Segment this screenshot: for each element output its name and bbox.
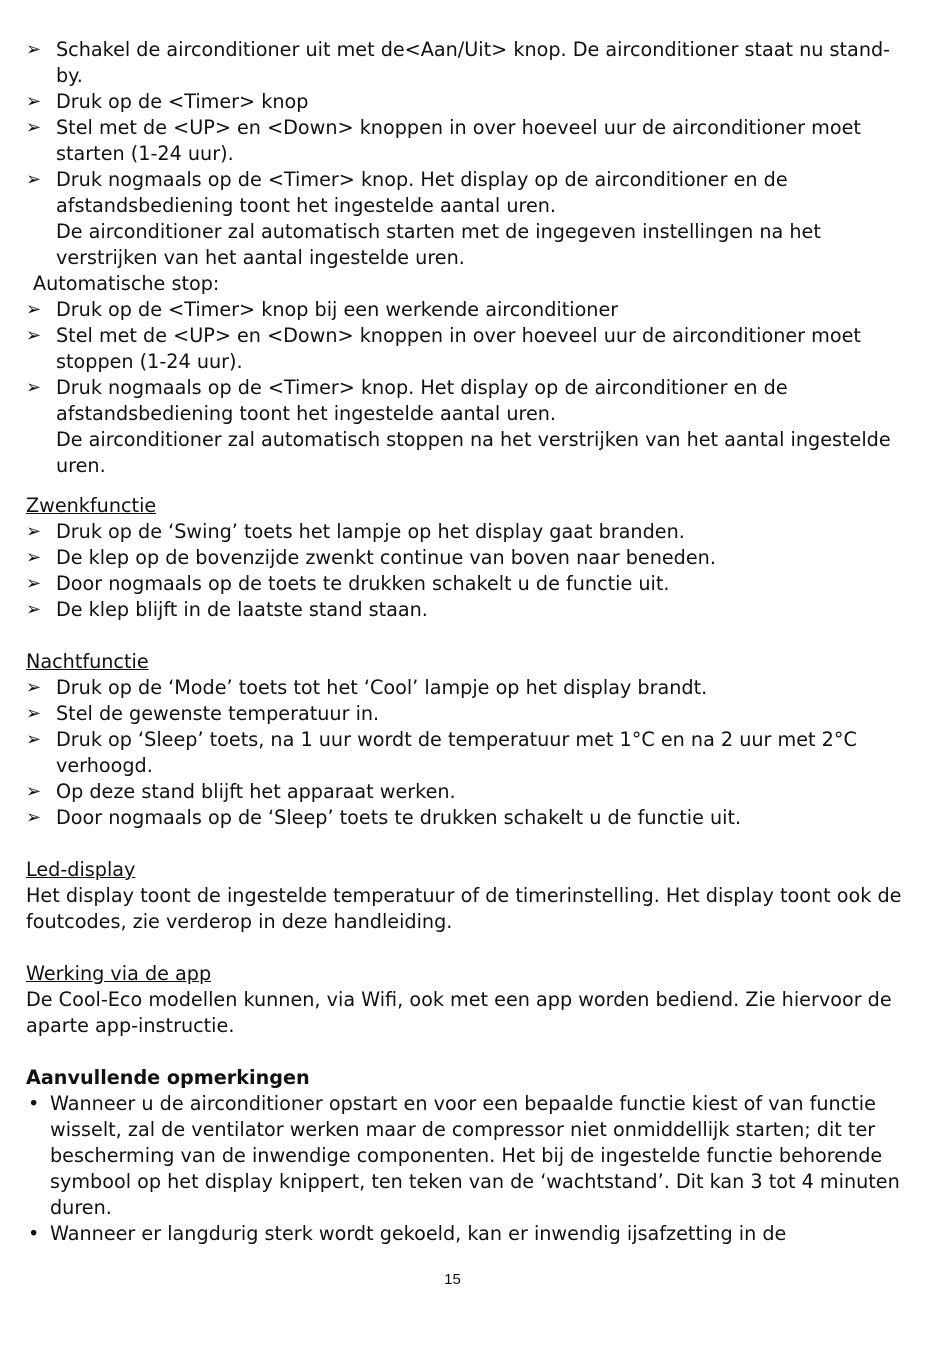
list-item-text: Druk op de <Timer> knop <box>56 90 309 113</box>
list-item-text: Druk nogmaals op de <Timer> knop. Het display op de airconditioner en de afstandsbediening toont het ingestelde aantal uren. <box>56 376 788 425</box>
arrow-bullet-icon: ➢ <box>26 677 42 698</box>
arrow-bullet-icon: ➢ <box>26 703 42 724</box>
list-item-text: Op deze stand blijft het apparaat werken. <box>56 780 456 803</box>
list-item-text: Stel met de <UP> en <Down> knoppen in over hoeveel uur de airconditioner moet starten (1-24 uur). <box>56 116 861 165</box>
list-item <box>26 571 906 597</box>
list-item <box>26 1221 906 1247</box>
led-body: Het display toont de ingestelde temperatuur of de timerinstelling. Het display toont ook de foutcodes, zie verderop in deze handleiding. <box>26 884 902 933</box>
list-item <box>26 375 906 479</box>
list-item <box>26 675 906 701</box>
remarks-list <box>26 1091 906 1247</box>
arrow-bullet-icon: ➢ <box>26 547 42 568</box>
list-item <box>26 115 906 167</box>
list-item-text: Druk op de ‘Mode’ toets tot het ‘Cool’ lampje op het display brandt. <box>56 676 708 699</box>
list-item <box>26 779 906 805</box>
remarks-heading: Aanvullende opmerkingen <box>26 1066 310 1089</box>
night-list <box>26 675 906 831</box>
arrow-bullet-icon: ➢ <box>26 729 42 750</box>
list-item <box>26 519 906 545</box>
arrow-bullet-icon: ➢ <box>26 91 42 112</box>
list-item <box>26 701 906 727</box>
arrow-bullet-icon: ➢ <box>26 169 42 190</box>
auto-stop-heading: Automatische stop: <box>33 272 220 295</box>
list-item <box>26 167 906 271</box>
app-body: De Cool-Eco modellen kunnen, via Wifi, ook met een app worden bediend. Zie hiervoor de aparte app-instructie. <box>26 988 892 1037</box>
list-item <box>26 323 906 375</box>
list-item-text: Schakel de airconditioner uit met de<Aan/Uit> knop. De airconditioner staat nu stand-by. <box>56 38 891 87</box>
arrow-bullet-icon: ➢ <box>26 39 42 60</box>
list-item-text: Wanneer u de airconditioner opstart en voor een bepaalde functie kiest of van functie wisselt, zal de ventilator werken maar de compressor niet onmiddellijk starten; dit ter bescherming van de inwendige componenten. Het bij de ingestelde functie behorende symbool op het display knippert, ten teken van de ‘wachtstand’. Dit kan 3 tot 4 minuten duren. <box>50 1092 900 1219</box>
list-item-text: Door nogmaals op de ‘Sleep’ toets te drukken schakelt u de functie uit. <box>56 806 742 829</box>
led-heading: Led-display <box>26 858 136 881</box>
timer-start-list <box>26 37 906 271</box>
list-item-text: De klep op de bovenzijde zwenkt continue van boven naar beneden. <box>56 546 716 569</box>
arrow-bullet-icon: ➢ <box>26 299 42 320</box>
arrow-bullet-icon: ➢ <box>26 807 42 828</box>
arrow-bullet-icon: ➢ <box>26 521 42 542</box>
list-item-text: Druk op de ‘Swing’ toets het lampje op het display gaat branden. <box>56 520 685 543</box>
list-item <box>26 597 906 623</box>
arrow-bullet-icon: ➢ <box>26 599 42 620</box>
list-item <box>26 37 906 89</box>
app-heading: Werking via de app <box>26 962 212 985</box>
list-item-note: De airconditioner zal automatisch stoppen na het verstrijken van het aantal ingestelde uren. <box>56 428 891 477</box>
arrow-bullet-icon: ➢ <box>26 117 42 138</box>
swing-list <box>26 519 906 623</box>
list-item <box>26 297 906 323</box>
arrow-bullet-icon: ➢ <box>26 573 42 594</box>
list-item-text: Stel met de <UP> en <Down> knoppen in over hoeveel uur de airconditioner moet stoppen (1-24 uur). <box>56 324 861 373</box>
list-item <box>26 89 906 115</box>
arrow-bullet-icon: ➢ <box>26 325 42 346</box>
document-page <box>26 37 906 1247</box>
list-item-text: Druk nogmaals op de <Timer> knop. Het display op de airconditioner en de afstandsbediening toont het ingestelde aantal uren. <box>56 168 788 217</box>
night-heading: Nachtfunctie <box>26 650 149 673</box>
list-item-text: Druk op ‘Sleep’ toets, na 1 uur wordt de temperatuur met 1°C en na 2 uur met 2°C verhoogd. <box>56 728 857 777</box>
list-item-text: Wanneer er langdurig sterk wordt gekoeld, kan er inwendig ijsafzetting in de <box>50 1222 787 1245</box>
bullet-icon: • <box>28 1092 40 1115</box>
list-item <box>26 727 906 779</box>
list-item-text: De klep blijft in de laatste stand staan. <box>56 598 428 621</box>
list-item-note: De airconditioner zal automatisch starten met de ingegeven instellingen na het verstrijken van het aantal ingestelde uren. <box>56 220 821 269</box>
list-item <box>26 1091 906 1221</box>
arrow-bullet-icon: ➢ <box>26 377 42 398</box>
list-item-text: Druk op de <Timer> knop bij een werkende airconditioner <box>56 298 619 321</box>
list-item-text: Door nogmaals op de toets te drukken schakelt u de functie uit. <box>56 572 670 595</box>
list-item <box>26 545 906 571</box>
list-item-text: Stel de gewenste temperatuur in. <box>56 702 380 725</box>
timer-stop-list <box>26 297 906 479</box>
bullet-icon: • <box>28 1222 40 1245</box>
list-item <box>26 805 906 831</box>
page-number: 15 <box>444 1271 461 1288</box>
arrow-bullet-icon: ➢ <box>26 781 42 802</box>
swing-heading: Zwenkfunctie <box>26 494 157 517</box>
